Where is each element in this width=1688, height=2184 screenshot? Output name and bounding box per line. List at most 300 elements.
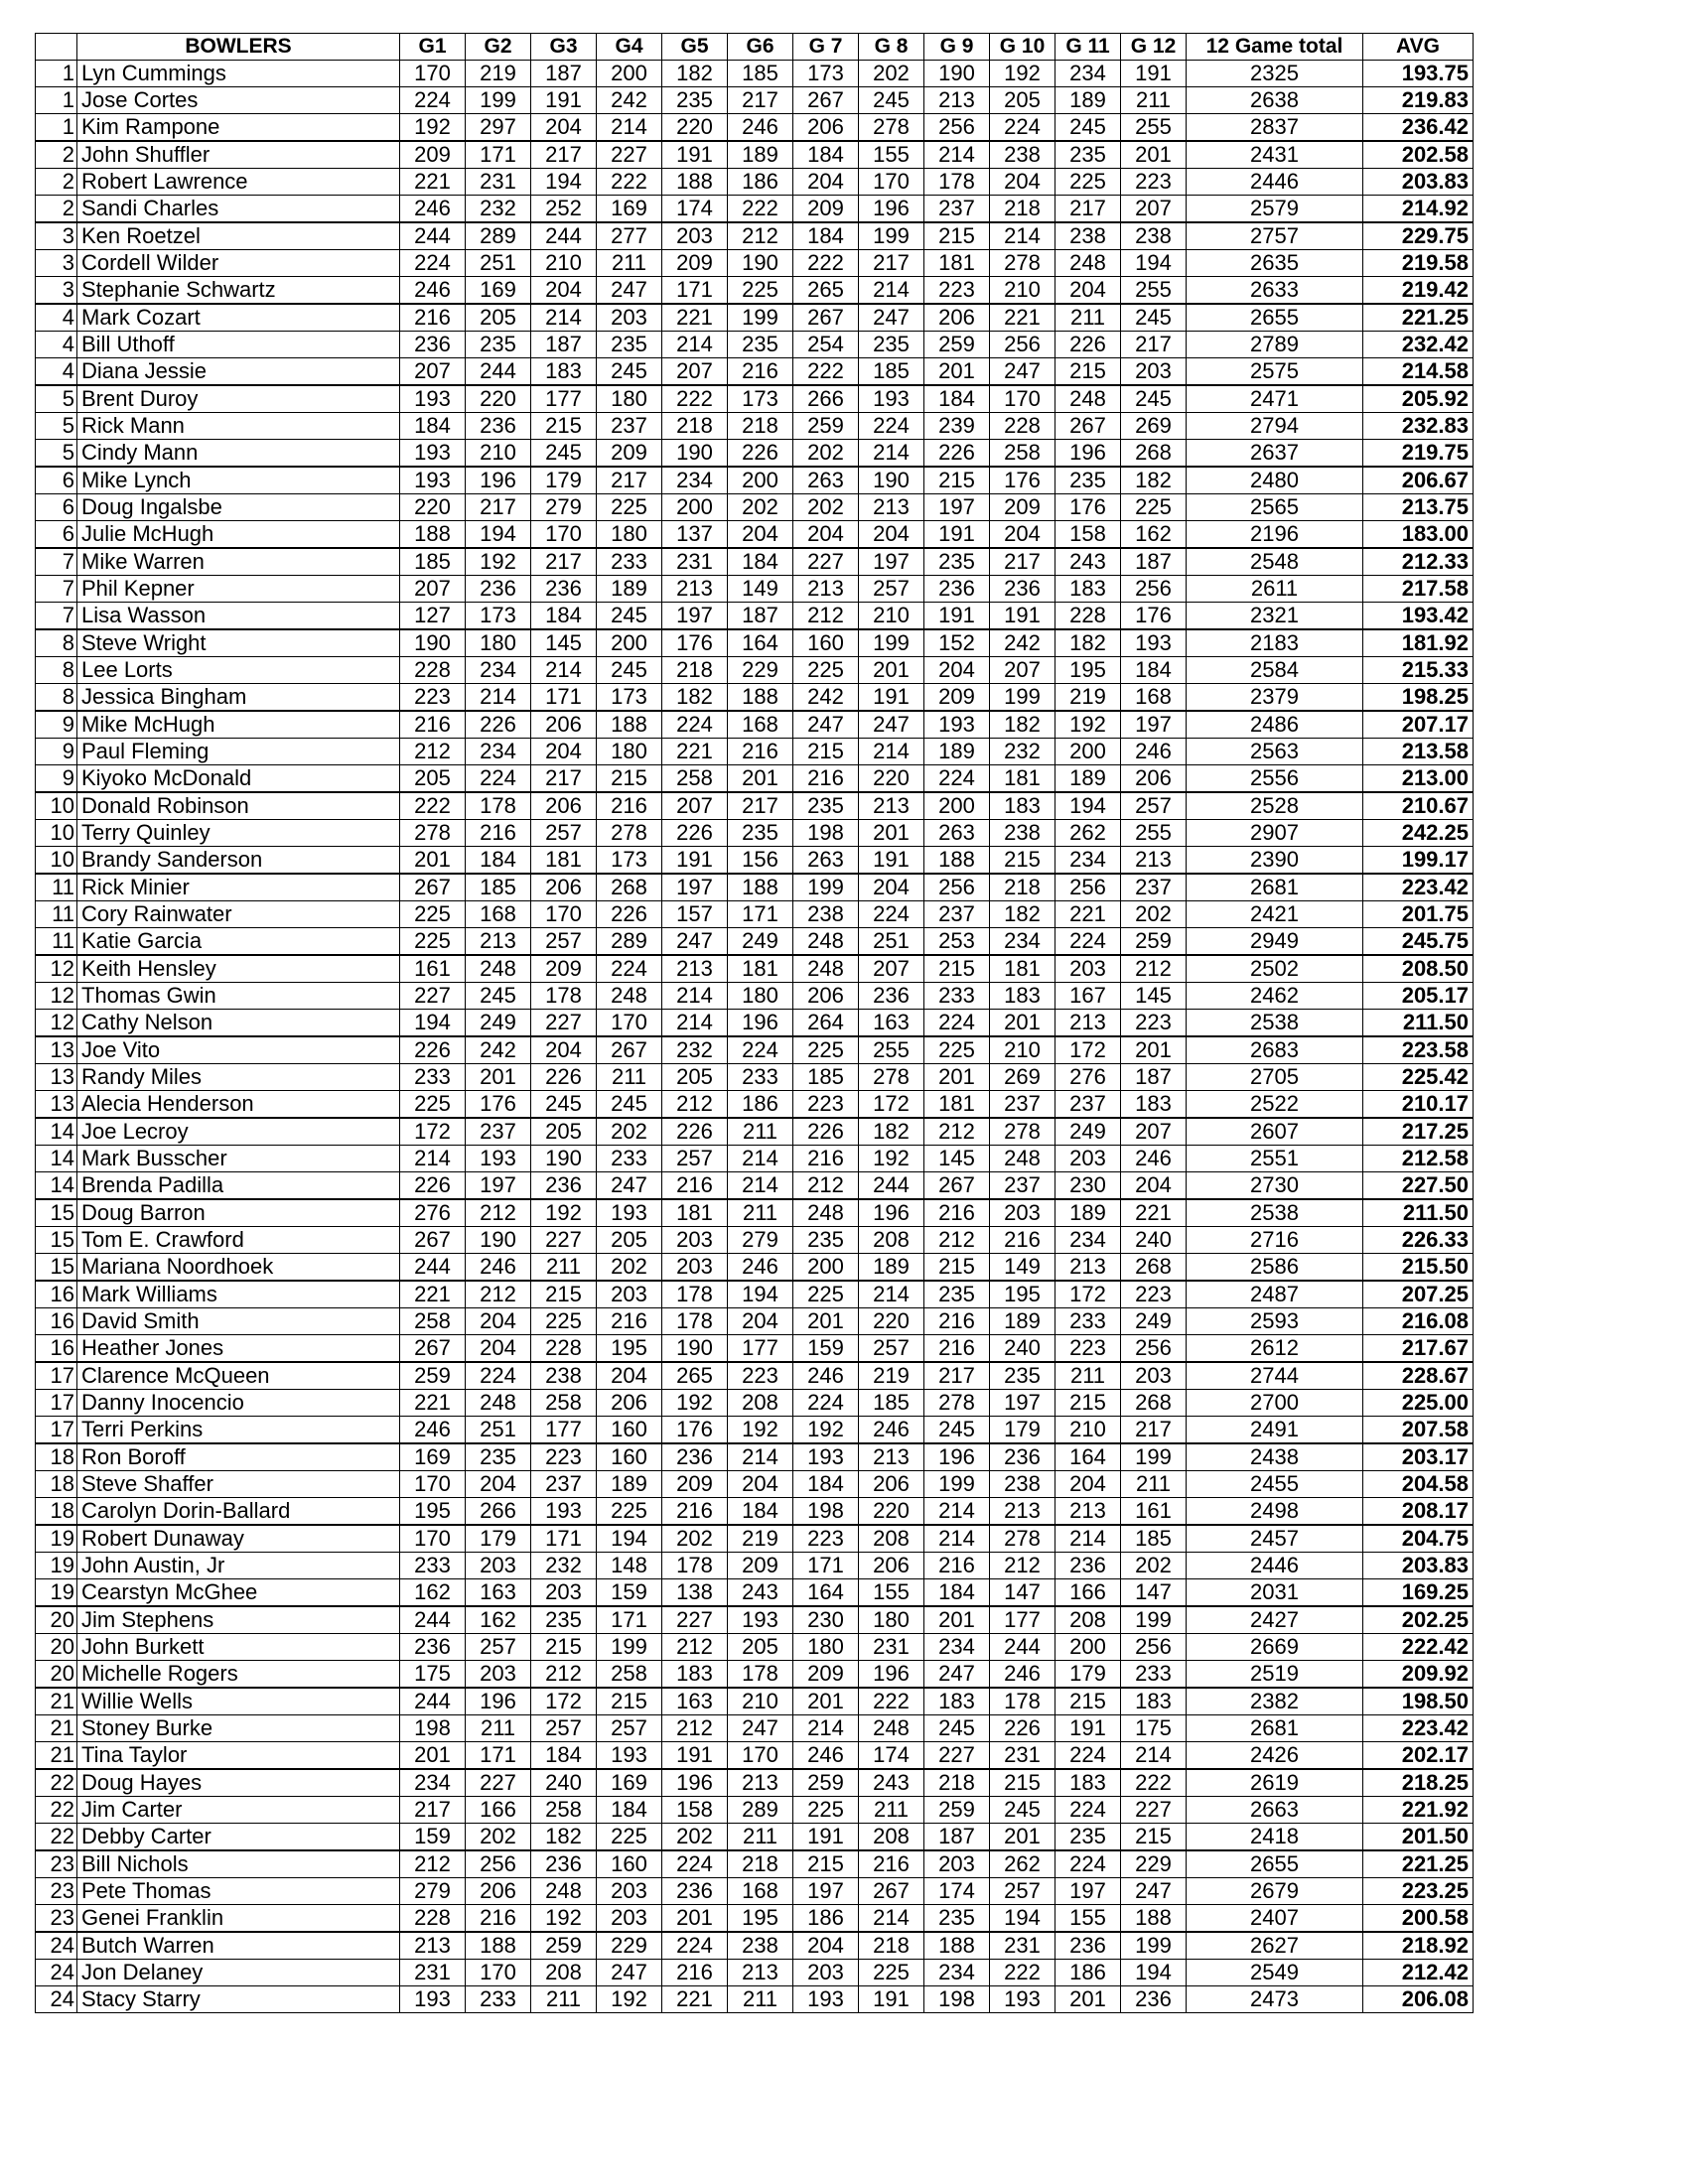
average-cell: 229.75 xyxy=(1363,222,1474,250)
bowler-name-cell: Stoney Burke xyxy=(77,1715,400,1742)
bowler-name-cell: Genei Franklin xyxy=(77,1905,400,1933)
score-cell: 233 xyxy=(1121,1661,1187,1689)
bowler-name-cell: John Austin, Jr xyxy=(77,1553,400,1579)
bowler-name-cell: Terri Perkins xyxy=(77,1417,400,1444)
team-number-cell: 12 xyxy=(36,955,77,983)
score-cell: 223 xyxy=(793,1091,859,1119)
score-cell: 213 xyxy=(924,87,990,114)
bowler-name-cell: Alecia Henderson xyxy=(77,1091,400,1119)
score-cell: 174 xyxy=(662,196,728,223)
score-cell: 214 xyxy=(400,1146,466,1172)
score-cell: 246 xyxy=(400,196,466,223)
score-cell: 205 xyxy=(990,87,1055,114)
score-cell: 201 xyxy=(859,657,924,684)
score-cell: 188 xyxy=(597,711,662,739)
score-cell: 289 xyxy=(728,1797,793,1824)
score-cell: 205 xyxy=(662,1064,728,1091)
score-cell: 178 xyxy=(990,1688,1055,1715)
score-cell: 268 xyxy=(1121,1254,1187,1282)
bowler-name-cell: Kiyoko McDonald xyxy=(77,765,400,793)
score-cell: 256 xyxy=(924,114,990,142)
score-cell: 183 xyxy=(1055,1769,1121,1797)
total-cell: 2705 xyxy=(1187,1064,1363,1091)
score-cell: 204 xyxy=(793,169,859,196)
score-cell: 191 xyxy=(990,603,1055,630)
score-cell: 178 xyxy=(924,169,990,196)
score-cell: 195 xyxy=(597,1335,662,1363)
score-cell: 267 xyxy=(793,87,859,114)
score-cell: 217 xyxy=(531,548,597,576)
bowler-name-cell: Robert Dunaway xyxy=(77,1525,400,1553)
score-cell: 189 xyxy=(859,1254,924,1282)
score-cell: 297 xyxy=(466,114,531,142)
score-cell: 213 xyxy=(728,1769,793,1797)
total-cell: 2635 xyxy=(1187,250,1363,277)
score-cell: 205 xyxy=(597,1227,662,1254)
team-number-cell: 10 xyxy=(36,792,77,820)
score-cell: 235 xyxy=(466,332,531,358)
score-cell: 227 xyxy=(531,1227,597,1254)
score-cell: 159 xyxy=(597,1579,662,1607)
score-cell: 196 xyxy=(859,1199,924,1227)
score-cell: 160 xyxy=(793,629,859,657)
score-cell: 251 xyxy=(466,1417,531,1444)
score-cell: 217 xyxy=(1055,196,1121,223)
score-cell: 223 xyxy=(793,1525,859,1553)
team-number-cell: 8 xyxy=(36,657,77,684)
table-row xyxy=(36,1932,1474,1960)
score-cell: 190 xyxy=(924,61,990,87)
score-cell: 193 xyxy=(597,1199,662,1227)
score-cell: 182 xyxy=(990,901,1055,928)
score-cell: 227 xyxy=(1121,1797,1187,1824)
team-number-cell: 3 xyxy=(36,250,77,277)
score-cell: 197 xyxy=(859,548,924,576)
table-row xyxy=(36,332,1474,358)
team-number-cell: 20 xyxy=(36,1634,77,1661)
score-cell: 211 xyxy=(728,1824,793,1851)
average-cell: 202.58 xyxy=(1363,141,1474,169)
score-cell: 206 xyxy=(793,114,859,142)
score-cell: 158 xyxy=(1055,521,1121,549)
average-cell: 212.33 xyxy=(1363,548,1474,576)
score-cell: 267 xyxy=(400,874,466,901)
score-cell: 240 xyxy=(990,1335,1055,1363)
total-cell: 2619 xyxy=(1187,1769,1363,1797)
score-cell: 190 xyxy=(662,1335,728,1363)
score-cell: 137 xyxy=(662,521,728,549)
score-cell: 240 xyxy=(1121,1227,1187,1254)
score-cell: 193 xyxy=(728,1606,793,1634)
score-cell: 189 xyxy=(728,141,793,169)
score-cell: 236 xyxy=(859,983,924,1010)
score-cell: 244 xyxy=(466,358,531,386)
score-cell: 214 xyxy=(728,1146,793,1172)
average-cell: 199.17 xyxy=(1363,847,1474,875)
score-cell: 249 xyxy=(728,928,793,956)
score-cell: 235 xyxy=(466,1443,531,1471)
bowler-name-cell: Mark Cozart xyxy=(77,304,400,332)
score-cell: 198 xyxy=(793,1498,859,1526)
score-cell: 206 xyxy=(924,304,990,332)
score-cell: 226 xyxy=(662,820,728,847)
table-row xyxy=(36,1417,1474,1444)
bowler-name-cell: Stephanie Schwartz xyxy=(77,277,400,305)
score-cell: 212 xyxy=(662,1715,728,1742)
team-number-cell: 16 xyxy=(36,1335,77,1363)
score-cell: 246 xyxy=(793,1362,859,1390)
score-cell: 237 xyxy=(1055,1091,1121,1119)
score-cell: 216 xyxy=(924,1199,990,1227)
score-cell: 256 xyxy=(924,874,990,901)
score-cell: 246 xyxy=(793,1742,859,1770)
score-cell: 179 xyxy=(1055,1661,1121,1689)
score-cell: 203 xyxy=(793,1960,859,1986)
total-cell: 2551 xyxy=(1187,1146,1363,1172)
score-cell: 225 xyxy=(859,1960,924,1986)
score-cell: 215 xyxy=(531,1281,597,1308)
score-cell: 243 xyxy=(728,1579,793,1607)
score-cell: 179 xyxy=(466,1525,531,1553)
score-cell: 192 xyxy=(990,61,1055,87)
score-cell: 233 xyxy=(466,1986,531,2013)
score-cell: 159 xyxy=(793,1335,859,1363)
average-cell: 227.50 xyxy=(1363,1172,1474,1200)
bowler-name-cell: Mark Williams xyxy=(77,1281,400,1308)
score-cell: 255 xyxy=(1121,114,1187,142)
score-cell: 257 xyxy=(531,820,597,847)
score-cell: 188 xyxy=(924,847,990,875)
score-cell: 197 xyxy=(1121,711,1187,739)
bowler-name-cell: Cathy Nelson xyxy=(77,1010,400,1037)
score-cell: 215 xyxy=(793,1850,859,1878)
score-cell: 192 xyxy=(728,1417,793,1444)
team-number-cell: 4 xyxy=(36,358,77,386)
score-cell: 263 xyxy=(793,467,859,494)
average-cell: 214.58 xyxy=(1363,358,1474,386)
score-cell: 242 xyxy=(793,684,859,712)
score-cell: 213 xyxy=(400,1932,466,1960)
average-cell: 202.17 xyxy=(1363,1742,1474,1770)
score-cell: 209 xyxy=(793,196,859,223)
score-cell: 216 xyxy=(990,1227,1055,1254)
score-cell: 209 xyxy=(662,1471,728,1498)
bowler-name-cell: Mike McHugh xyxy=(77,711,400,739)
average-cell: 218.92 xyxy=(1363,1932,1474,1960)
score-cell: 243 xyxy=(1055,548,1121,576)
score-cell: 212 xyxy=(924,1118,990,1146)
score-cell: 247 xyxy=(924,1661,990,1689)
score-cell: 215 xyxy=(531,413,597,440)
score-cell: 231 xyxy=(990,1742,1055,1770)
bowler-name-cell: Randy Miles xyxy=(77,1064,400,1091)
team-number-cell: 5 xyxy=(36,440,77,468)
score-cell: 216 xyxy=(400,711,466,739)
table-row xyxy=(36,1227,1474,1254)
score-cell: 211 xyxy=(728,1199,793,1227)
team-number-cell: 18 xyxy=(36,1443,77,1471)
score-cell: 162 xyxy=(400,1579,466,1607)
score-cell: 200 xyxy=(597,61,662,87)
team-number-cell: 22 xyxy=(36,1769,77,1797)
score-cell: 161 xyxy=(1121,1498,1187,1526)
bowler-name-cell: Carolyn Dorin-Ballard xyxy=(77,1498,400,1526)
score-cell: 204 xyxy=(728,1308,793,1335)
average-cell: 205.92 xyxy=(1363,385,1474,413)
score-cell: 172 xyxy=(1055,1036,1121,1064)
team-number-cell: 17 xyxy=(36,1362,77,1390)
table-row xyxy=(36,548,1474,576)
score-cell: 238 xyxy=(1121,222,1187,250)
total-cell: 2681 xyxy=(1187,1715,1363,1742)
score-cell: 207 xyxy=(1121,196,1187,223)
score-cell: 211 xyxy=(1121,1471,1187,1498)
score-cell: 182 xyxy=(662,61,728,87)
score-cell: 201 xyxy=(728,765,793,793)
bowler-name-cell: Cindy Mann xyxy=(77,440,400,468)
score-cell: 171 xyxy=(466,141,531,169)
score-cell: 160 xyxy=(597,1417,662,1444)
score-cell: 221 xyxy=(662,739,728,765)
score-cell: 214 xyxy=(531,657,597,684)
score-cell: 176 xyxy=(1121,603,1187,630)
team-number-cell: 20 xyxy=(36,1661,77,1689)
score-cell: 259 xyxy=(531,1932,597,1960)
total-cell: 2611 xyxy=(1187,576,1363,603)
score-cell: 235 xyxy=(793,1227,859,1254)
score-cell: 231 xyxy=(859,1634,924,1661)
score-cell: 186 xyxy=(793,1905,859,1933)
score-cell: 244 xyxy=(400,1688,466,1715)
header-bowlers: BOWLERS xyxy=(77,34,400,61)
score-cell: 184 xyxy=(728,1498,793,1526)
score-cell: 236 xyxy=(531,576,597,603)
average-cell: 208.17 xyxy=(1363,1498,1474,1526)
table-row xyxy=(36,1146,1474,1172)
table-row xyxy=(36,1553,1474,1579)
average-cell: 208.50 xyxy=(1363,955,1474,983)
score-cell: 257 xyxy=(859,576,924,603)
header-cell: G 9 xyxy=(924,34,990,61)
table-row xyxy=(36,1010,1474,1037)
team-number-cell: 23 xyxy=(36,1850,77,1878)
score-cell: 254 xyxy=(793,332,859,358)
score-cell: 199 xyxy=(793,874,859,901)
score-cell: 196 xyxy=(1055,440,1121,468)
score-cell: 193 xyxy=(793,1443,859,1471)
score-cell: 218 xyxy=(728,413,793,440)
score-cell: 244 xyxy=(531,222,597,250)
score-cell: 235 xyxy=(924,548,990,576)
bowler-name-cell: Mark Busscher xyxy=(77,1146,400,1172)
score-cell: 204 xyxy=(859,521,924,549)
score-cell: 226 xyxy=(728,440,793,468)
total-cell: 2907 xyxy=(1187,820,1363,847)
score-cell: 201 xyxy=(400,847,466,875)
score-cell: 181 xyxy=(531,847,597,875)
average-cell: 217.25 xyxy=(1363,1118,1474,1146)
average-cell: 201.50 xyxy=(1363,1824,1474,1851)
score-cell: 190 xyxy=(728,250,793,277)
score-cell: 248 xyxy=(1055,250,1121,277)
score-cell: 278 xyxy=(990,1118,1055,1146)
score-cell: 233 xyxy=(400,1553,466,1579)
total-cell: 2491 xyxy=(1187,1417,1363,1444)
score-cell: 277 xyxy=(597,222,662,250)
score-cell: 258 xyxy=(990,440,1055,468)
score-cell: 209 xyxy=(662,250,728,277)
score-cell: 183 xyxy=(990,983,1055,1010)
score-cell: 200 xyxy=(1055,1634,1121,1661)
score-cell: 236 xyxy=(990,1443,1055,1471)
total-cell: 2683 xyxy=(1187,1036,1363,1064)
score-cell: 197 xyxy=(466,1172,531,1200)
total-cell: 2382 xyxy=(1187,1688,1363,1715)
score-cell: 152 xyxy=(924,629,990,657)
score-cell: 224 xyxy=(466,765,531,793)
total-cell: 2681 xyxy=(1187,874,1363,901)
score-cell: 147 xyxy=(990,1579,1055,1607)
average-cell: 210.67 xyxy=(1363,792,1474,820)
score-cell: 224 xyxy=(924,1010,990,1037)
score-cell: 225 xyxy=(793,1797,859,1824)
score-cell: 211 xyxy=(728,1118,793,1146)
score-cell: 234 xyxy=(924,1960,990,1986)
score-cell: 219 xyxy=(1055,684,1121,712)
average-cell: 181.92 xyxy=(1363,629,1474,657)
score-cell: 212 xyxy=(400,1850,466,1878)
score-cell: 204 xyxy=(466,1308,531,1335)
score-cell: 252 xyxy=(531,196,597,223)
bowler-name-cell: John Burkett xyxy=(77,1634,400,1661)
table-row xyxy=(36,114,1474,142)
table-row xyxy=(36,1308,1474,1335)
score-cell: 170 xyxy=(400,61,466,87)
score-cell: 171 xyxy=(728,901,793,928)
score-cell: 184 xyxy=(1121,657,1187,684)
score-cell: 224 xyxy=(1055,1742,1121,1770)
average-cell: 211.50 xyxy=(1363,1010,1474,1037)
score-cell: 214 xyxy=(859,1281,924,1308)
score-cell: 192 xyxy=(400,114,466,142)
average-cell: 205.17 xyxy=(1363,983,1474,1010)
score-cell: 196 xyxy=(466,1688,531,1715)
score-cell: 224 xyxy=(793,1390,859,1417)
score-cell: 203 xyxy=(597,1281,662,1308)
team-number-cell: 21 xyxy=(36,1688,77,1715)
score-cell: 206 xyxy=(597,1390,662,1417)
score-cell: 178 xyxy=(662,1553,728,1579)
score-cell: 212 xyxy=(793,1172,859,1200)
score-cell: 278 xyxy=(400,820,466,847)
score-cell: 186 xyxy=(728,169,793,196)
score-cell: 166 xyxy=(1055,1579,1121,1607)
score-cell: 224 xyxy=(990,114,1055,142)
team-number-cell: 8 xyxy=(36,629,77,657)
score-cell: 211 xyxy=(1121,87,1187,114)
team-number-cell: 16 xyxy=(36,1281,77,1308)
total-cell: 2462 xyxy=(1187,983,1363,1010)
score-cell: 220 xyxy=(859,1498,924,1526)
score-cell: 204 xyxy=(728,1471,793,1498)
score-cell: 191 xyxy=(859,684,924,712)
score-cell: 258 xyxy=(531,1390,597,1417)
score-cell: 259 xyxy=(400,1362,466,1390)
score-cell: 235 xyxy=(662,87,728,114)
score-cell: 217 xyxy=(531,765,597,793)
score-cell: 209 xyxy=(531,955,597,983)
score-cell: 276 xyxy=(400,1199,466,1227)
table-row xyxy=(36,1199,1474,1227)
table-body xyxy=(36,61,1474,2013)
score-cell: 171 xyxy=(466,1742,531,1770)
score-cell: 207 xyxy=(1121,1118,1187,1146)
score-cell: 228 xyxy=(400,657,466,684)
score-cell: 202 xyxy=(597,1118,662,1146)
score-cell: 257 xyxy=(662,1146,728,1172)
score-cell: 208 xyxy=(1055,1606,1121,1634)
bowler-name-cell: Brent Duroy xyxy=(77,385,400,413)
score-cell: 218 xyxy=(859,1932,924,1960)
total-cell: 2426 xyxy=(1187,1742,1363,1770)
score-cell: 192 xyxy=(662,1390,728,1417)
bowler-name-cell: Sandi Charles xyxy=(77,196,400,223)
total-cell: 2789 xyxy=(1187,332,1363,358)
team-number-cell: 2 xyxy=(36,169,77,196)
score-cell: 183 xyxy=(662,1661,728,1689)
score-cell: 236 xyxy=(924,576,990,603)
average-cell: 204.58 xyxy=(1363,1471,1474,1498)
score-cell: 256 xyxy=(1055,874,1121,901)
score-cell: 216 xyxy=(924,1335,990,1363)
score-cell: 222 xyxy=(793,250,859,277)
score-cell: 216 xyxy=(662,1960,728,1986)
score-cell: 246 xyxy=(1121,1146,1187,1172)
total-cell: 2949 xyxy=(1187,928,1363,956)
score-cell: 259 xyxy=(924,1797,990,1824)
score-cell: 207 xyxy=(400,358,466,386)
score-cell: 208 xyxy=(859,1525,924,1553)
score-cell: 225 xyxy=(793,657,859,684)
score-cell: 213 xyxy=(466,928,531,956)
score-cell: 216 xyxy=(466,1905,531,1933)
score-cell: 183 xyxy=(924,1688,990,1715)
score-cell: 225 xyxy=(793,1036,859,1064)
table-row xyxy=(36,87,1474,114)
table-row xyxy=(36,1769,1474,1797)
score-cell: 213 xyxy=(662,576,728,603)
team-number-cell: 7 xyxy=(36,576,77,603)
score-cell: 211 xyxy=(466,1715,531,1742)
average-cell: 223.58 xyxy=(1363,1036,1474,1064)
score-cell: 233 xyxy=(400,1064,466,1091)
score-cell: 244 xyxy=(859,1172,924,1200)
score-cell: 192 xyxy=(466,548,531,576)
bowler-name-cell: Cory Rainwater xyxy=(77,901,400,928)
score-cell: 203 xyxy=(597,1905,662,1933)
score-cell: 248 xyxy=(466,955,531,983)
score-cell: 222 xyxy=(1121,1769,1187,1797)
score-cell: 172 xyxy=(400,1118,466,1146)
score-cell: 234 xyxy=(990,928,1055,956)
score-cell: 222 xyxy=(662,385,728,413)
score-cell: 234 xyxy=(924,1634,990,1661)
table-row xyxy=(36,141,1474,169)
bowler-name-cell: Brenda Padilla xyxy=(77,1172,400,1200)
score-cell: 199 xyxy=(597,1634,662,1661)
header-cell: G1 xyxy=(400,34,466,61)
total-cell: 2379 xyxy=(1187,684,1363,712)
